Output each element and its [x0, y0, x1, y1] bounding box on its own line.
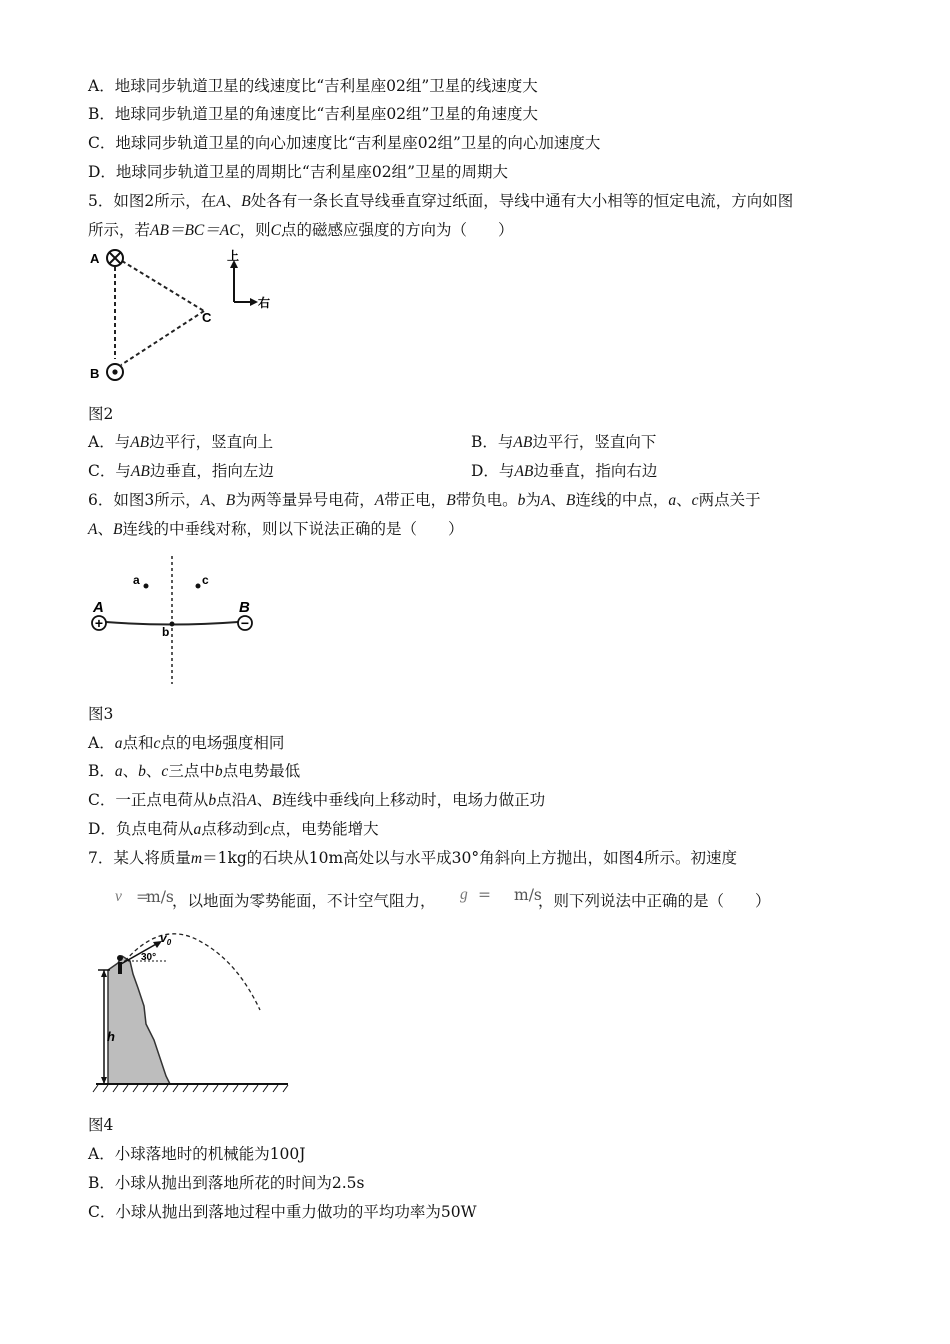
text-run: 为两等量异号电荷， — [235, 491, 375, 509]
text-run: 带负电。 — [455, 491, 518, 509]
text-run: 7．某人将质量 — [88, 849, 191, 867]
dashed-edge-ac — [122, 261, 204, 311]
text-run: 、 — [676, 491, 692, 509]
g-unit: m/s — [514, 886, 542, 904]
text-run: A — [88, 521, 98, 538]
text-run: A — [374, 492, 385, 509]
text-run: 点沿 — [216, 791, 248, 809]
figure-2-caption: 图2 — [88, 405, 114, 423]
svg-text:−: − — [240, 615, 250, 631]
text-run: 、 — [97, 520, 113, 538]
fig2-label-up: 上 — [227, 249, 240, 263]
cliff — [108, 956, 170, 1084]
q5-stem-line1: 5．如图2所示，在A、B处各有一条长直导线垂直穿过纸面，导线中通有大小相等的恒定电流，方向如图 — [88, 192, 794, 210]
text-run: 、 — [145, 762, 162, 780]
fig4-label-h: h — [107, 1029, 115, 1044]
text-run: c — [263, 821, 271, 838]
text-run: A — [247, 792, 257, 809]
fig3-label-c: c — [202, 573, 209, 587]
ground-hatching — [93, 1085, 288, 1092]
fig4-label-v0: $v_0$ — [160, 931, 172, 947]
text-run: 、 — [122, 762, 139, 780]
text-run: 6．如图3所示， — [88, 491, 201, 509]
v0-symbol: v — [115, 888, 122, 905]
q4-option-d: D．地球同步轨道卫星的周期比“吉利星座02组”卫星的周期大 — [88, 163, 509, 181]
fig3-label-b-charge: B — [239, 599, 250, 616]
q4-option-a: A．地球同步轨道卫星的线速度比“吉利星座02组”卫星的线速度大 — [88, 77, 538, 95]
text-run: c — [153, 735, 161, 752]
text-run: 连线中垂线向上移动时，电场力做正功 — [281, 791, 546, 809]
text-run: 为 — [525, 491, 541, 509]
q6-stem-line2 — [88, 519, 463, 540]
text-run: 点移动到 — [201, 820, 264, 838]
q5-option-b: B．与AB边平行，竖直向下 — [471, 433, 657, 451]
text-run: a — [193, 821, 202, 838]
q7-stem-line1 — [88, 848, 737, 869]
fig3-label-a-charge: A — [93, 599, 104, 616]
point-c — [196, 584, 201, 589]
figure-3-caption: 图3 — [88, 705, 114, 723]
q6-option-c — [88, 790, 545, 811]
q7-option-c: C．小球从抛出到落地过程中重力做功的平均功率为50W — [88, 1203, 477, 1221]
g-equals: = — [478, 886, 491, 904]
text-run: B． — [88, 762, 115, 780]
text-run: 、 — [256, 791, 273, 809]
q6-stem-line1 — [88, 490, 761, 511]
v0-unit: m/s — [146, 888, 174, 906]
text-run: B — [225, 492, 236, 509]
text-run: A． — [88, 734, 115, 752]
text-run: B — [446, 492, 456, 509]
text-run: b — [517, 492, 526, 509]
text-run: 点，电势能增大 — [270, 820, 379, 838]
q6-option-d — [88, 819, 379, 840]
text-run: C．一正点电荷从 — [88, 791, 209, 809]
q4-option-c: C．地球同步轨道卫星的向心加速度比“吉利星座02组”卫星的向心加速度大 — [88, 134, 601, 152]
text-run: 三点中 — [168, 762, 215, 780]
text-run: a — [668, 492, 677, 509]
svg-text:+: + — [94, 615, 104, 631]
figure-2 — [88, 246, 288, 386]
text-run: 点的电场强度相同 — [160, 734, 285, 752]
text-run: 点和 — [122, 734, 154, 752]
text-run: 、 — [210, 491, 226, 509]
text-run: c — [161, 763, 169, 780]
text-run: 点电势最低 — [222, 762, 301, 780]
text-run: A — [200, 492, 211, 509]
fig2-label-right: 右 — [258, 296, 271, 310]
q5-option-a: A．与AB边平行，竖直向上 — [88, 433, 274, 451]
dashed-edge-bc — [121, 311, 204, 365]
figure-4-caption: 图4 — [88, 1116, 114, 1134]
figure-4 — [88, 928, 293, 1096]
text-run: 两点关于 — [698, 491, 761, 509]
text-run: 、 — [550, 491, 566, 509]
text-run: 连线的中垂线对称，则以下说法正确的是（ ） — [122, 520, 464, 538]
q6-option-b — [88, 761, 300, 782]
fig2-label-b: B — [90, 366, 100, 381]
q7-option-a: A．小球落地时的机械能为100J — [88, 1145, 306, 1163]
fig3-label-a: a — [133, 573, 140, 587]
text-run: B — [112, 521, 123, 538]
q6-option-a — [88, 733, 284, 754]
text-run: a — [114, 735, 123, 752]
text-run: B — [565, 492, 576, 509]
q7-option-b: B．小球从抛出到落地所花的时间为2.5s — [88, 1174, 365, 1192]
point-b — [170, 622, 175, 627]
q5-option-c: C．与AB边垂直，指向左边 — [88, 462, 274, 480]
text-run: ＝1kg的石块从10m高处以与水平成30°角斜向上方抛出，如图4所示。初速度 — [202, 849, 738, 867]
text-run: b — [208, 792, 217, 809]
text-run: D．负点电荷从 — [88, 820, 194, 838]
text-run: B — [272, 792, 282, 809]
fig4-angle-label: 30° — [141, 952, 157, 963]
text-run: 带正电， — [384, 491, 447, 509]
fig2-label-c: C — [202, 310, 212, 325]
v0-equals: = — [136, 888, 149, 906]
fig3-label-b: b — [162, 625, 170, 639]
q7-mid-text: ，以地面为零势能面，不计空气阻力， — [172, 892, 436, 910]
text-run: m — [190, 850, 203, 867]
text-run: a — [114, 763, 123, 780]
q4-option-b: B．地球同步轨道卫星的角速度比“吉利星座02组”卫星的角速度大 — [88, 105, 538, 123]
q7-end-text: ，则下列说法中正确的是（ ） — [538, 892, 771, 910]
text-run: c — [691, 492, 699, 509]
point-a — [144, 584, 149, 589]
figure-3 — [88, 552, 268, 687]
text-run: 连线的中点， — [575, 491, 669, 509]
text-run: b — [214, 763, 223, 780]
q5-option-d: D．与AB边垂直，指向右边 — [471, 462, 658, 480]
text-run: A — [540, 492, 551, 509]
q5-stem-line2: 所示，若AB＝BC＝AC，则C点的磁感应强度的方向为（ ） — [88, 221, 514, 239]
g-symbol: g — [460, 886, 468, 903]
text-run: b — [138, 763, 146, 780]
fig2-label-a: A — [90, 251, 100, 266]
trajectory — [125, 934, 260, 1010]
